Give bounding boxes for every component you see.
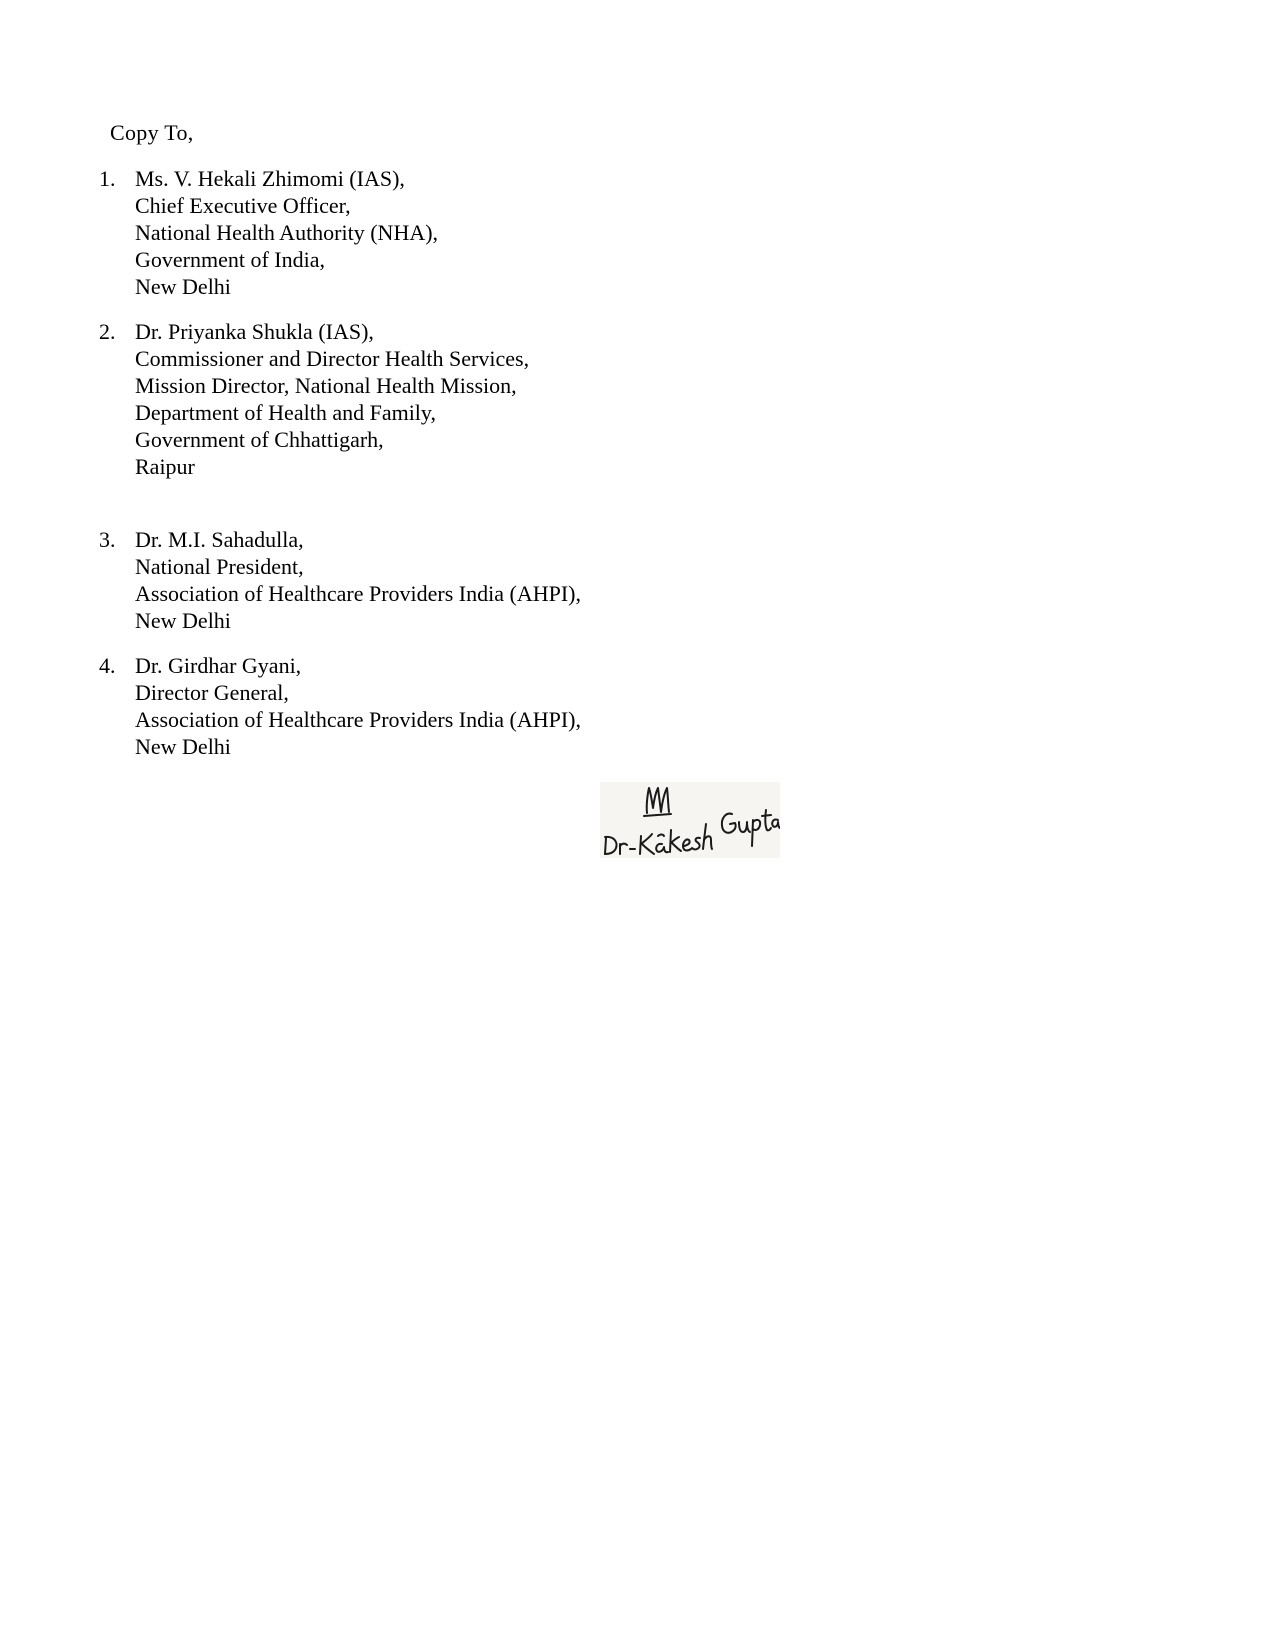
- recipient-line: Government of Chhattigarh,: [135, 427, 384, 452]
- recipient-name: Ms. V. Hekali Zhimomi (IAS),: [135, 166, 405, 191]
- handwritten-signature: [600, 782, 780, 858]
- recipient-line: Association of Healthcare Providers India (AHPI),: [135, 707, 581, 732]
- recipient-line: National Health Authority (NHA),: [135, 220, 439, 245]
- recipient-name: Dr. Girdhar Gyani,: [135, 653, 302, 678]
- recipient-line: Mission Director, National Health Mission,: [135, 373, 517, 398]
- recipient-item: [99, 652, 581, 760]
- recipient-line: Chief Executive Officer,: [135, 193, 351, 218]
- recipient-number: 1.: [99, 166, 116, 191]
- signature-image: [600, 782, 780, 858]
- recipient-name: Dr. M.I. Sahadulla,: [135, 527, 304, 552]
- copy-to-heading: Copy To,: [110, 120, 194, 145]
- recipient-line: New Delhi: [135, 734, 231, 759]
- recipient-name: Dr. Priyanka Shukla (IAS),: [135, 319, 374, 344]
- recipient-line: New Delhi: [135, 608, 231, 633]
- recipient-line: Government of India,: [135, 247, 325, 272]
- recipient-line: Department of Health and Family,: [135, 400, 436, 425]
- recipient-line: Raipur: [135, 454, 195, 479]
- recipient-line: National President,: [135, 554, 304, 579]
- recipient-item: [99, 526, 581, 634]
- recipient-line: Association of Healthcare Providers India (AHPI),: [135, 581, 581, 606]
- recipient-number: 2.: [99, 319, 116, 344]
- recipient-line: New Delhi: [135, 274, 231, 299]
- recipient-item: [99, 165, 581, 300]
- recipient-item: [99, 318, 581, 480]
- recipient-line: Commissioner and Director Health Services,: [135, 346, 530, 371]
- recipient-line: Director General,: [135, 680, 289, 705]
- recipient-number: 4.: [99, 653, 116, 678]
- recipient-list: [99, 165, 581, 760]
- recipient-number: 3.: [99, 527, 116, 552]
